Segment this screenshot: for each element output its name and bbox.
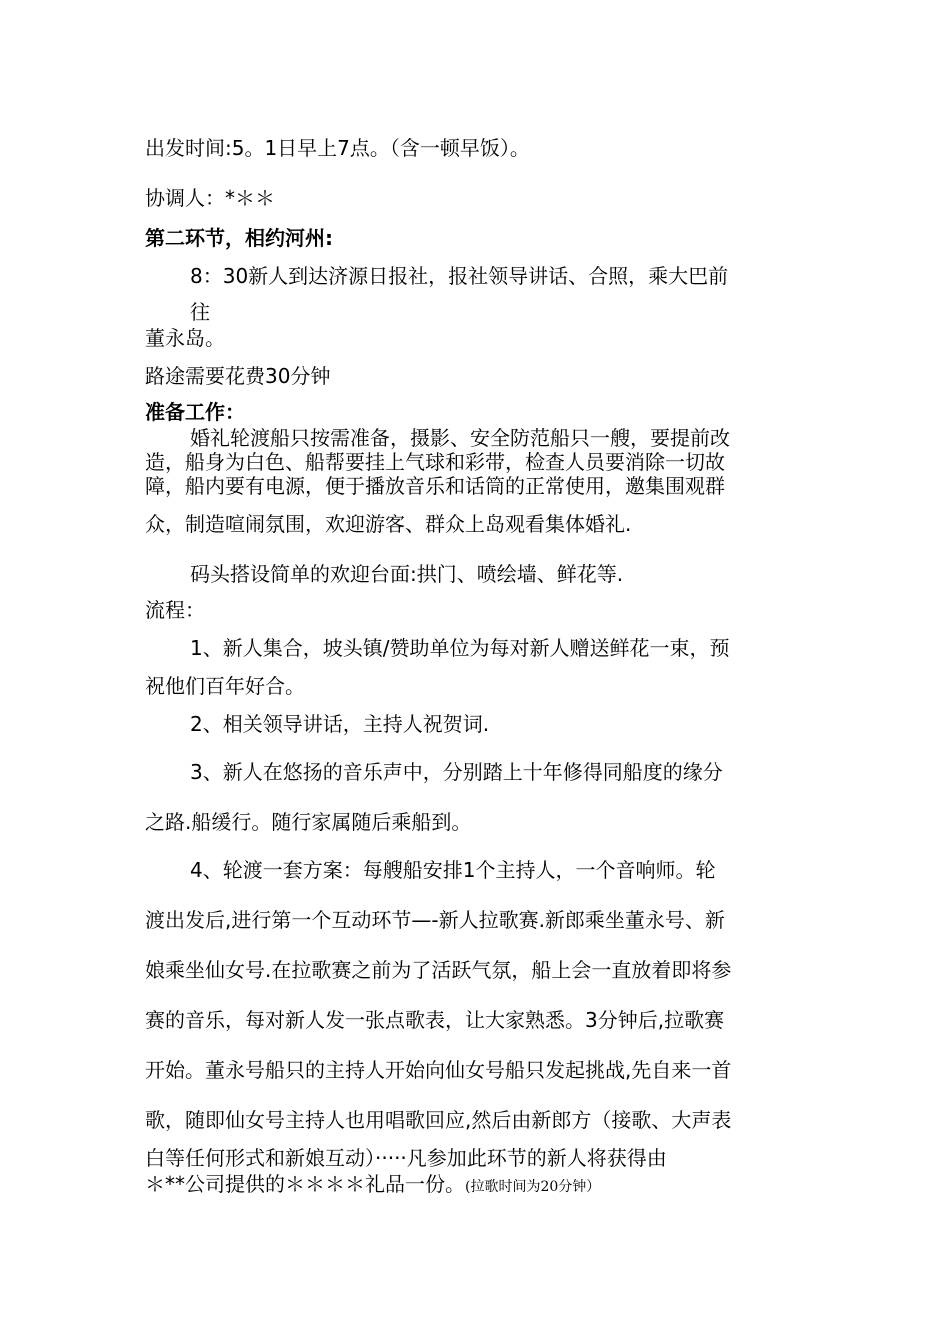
prep-line: 造，船身为白色、船帮要挂上气球和彩带，检查人员要消除一切故 [145,450,725,474]
step-3: 之路.船缓行。随行家属随后乘船到。 [145,810,472,834]
step-4: 娘乘坐仙女号.在拉歌赛之前为了活跃气氛，船上会一直放着即将参 [145,958,732,982]
coordinator: 协调人：*＊＊ [145,186,275,210]
prep-heading: 准备工作： [145,400,245,424]
process-heading: 流程： [145,598,205,622]
prep-line: 婚礼轮渡船只按需准备，摄影、安全防范船只一艘，要提前改 [190,426,730,450]
step-4: 白等任何形式和新娘互动）·····凡参加此环节的新人将获得由 [145,1146,667,1170]
step-4: 渡出发后,进行第一个互动环节—-新人拉歌赛.新郎乘坐董永号、新 [145,908,725,932]
schedule-line: 8：30新人到达济源日报社，报社领导讲话、合照，乘大巴前 [190,264,729,288]
schedule-line: 董永岛。 [145,326,225,350]
step-4: 4、轮渡一套方案：每艘船安排1个主持人，一个音响师。轮 [190,858,716,882]
section-heading: 第二环节，相约河州: [145,226,333,250]
step-3: 3、新人在悠扬的音乐声中，分别踏上十年修得同船度的缘分 [190,760,723,784]
step-4-note: (拉歌时间为20分钟） [465,1179,601,1195]
step-4-text: ＊**公司提供的＊＊＊＊礼品一份。 [145,1172,465,1196]
travel-time: 路途需要花费30分钟 [145,364,331,388]
step-4: 歌，随即仙女号主持人也用唱歌回应,然后由新郎方（接歌、大声表 [145,1108,732,1132]
step-1: 1、新人集合，坡头镇/赞助单位为每对新人赠送鲜花一束，预 [190,636,730,660]
schedule-line: 往 [190,300,210,324]
prep-line: 众，制造喧闹氛围，欢迎游客、群众上岛观看集体婚礼. [145,512,632,536]
step-4: 赛的音乐，每对新人发一张点歌表，让大家熟悉。3分钟后,拉歌赛 [145,1008,725,1032]
dock-setup: 码头搭设简单的欢迎台面:拱门、喷绘墙、鲜花等. [190,562,624,586]
step-2: 2、相关领导讲话，主持人祝贺词. [190,712,490,736]
step-1: 祝他们百年好合。 [145,674,305,698]
departure-time: 出发时间:5。1日早上7点。（含一顿早饭）。 [145,136,530,160]
prep-line: 障，船内要有电源，便于播放音乐和话筒的正常使用，邀集围观群 [145,474,725,498]
step-4 [145,1172,600,1199]
step-4: 开始。董永号船只的主持人开始向仙女号船只发起挑战,先自来一首 [145,1058,732,1082]
